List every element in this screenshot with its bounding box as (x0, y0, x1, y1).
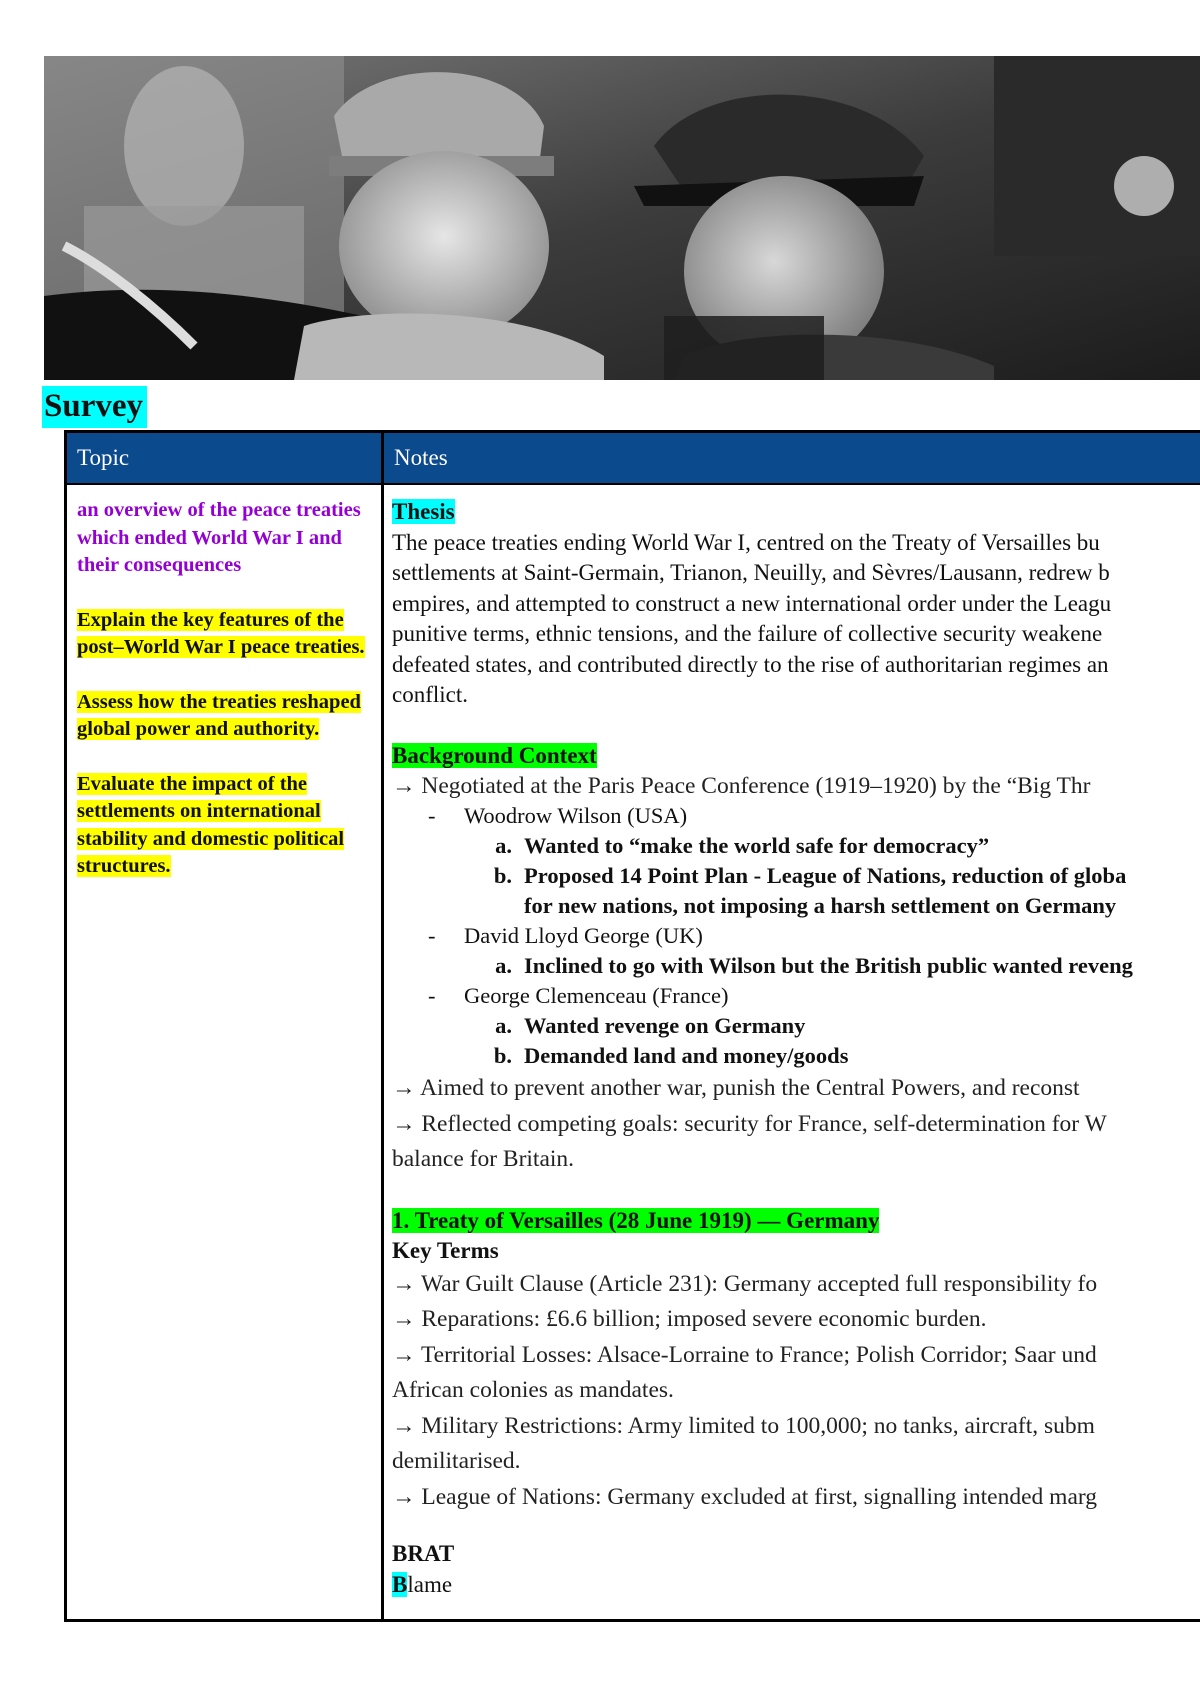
key-term: → Reparations: £6.6 billion; imposed severe economic burden. (392, 1306, 987, 1332)
survey-title: Survey (42, 386, 147, 428)
wilson-point-b-cont: for new nations, not imposing a harsh settlement on Germany (524, 893, 1117, 918)
key-term: demilitarised. (392, 1448, 521, 1474)
brat-heading: BRAT (392, 1541, 455, 1566)
lloyd-point-a: Inclined to go with Wilson but the British public wanted reveng (524, 953, 1133, 978)
leader-wilson: Woodrow Wilson (USA) (464, 803, 688, 828)
topic-cell (77, 497, 375, 908)
key-term: → War Guilt Clause (Article 231): Germany accepted full responsibility fo (392, 1270, 1098, 1297)
clem-point-b: Demanded land and money/goods (524, 1043, 849, 1068)
thesis-line: punitive terms, ethnic tensions, and the failure of collective security weakene (392, 621, 1103, 646)
key-term: → Territorial Losses: Alsace-Lorraine to France; Polish Corridor; Saar und (392, 1341, 1097, 1368)
column-divider (381, 433, 384, 1619)
learning-objective-2: Assess how the treaties reshaped global power and authority. (77, 690, 361, 740)
survey-table (64, 430, 1200, 1622)
notes-cell: Thesis The peace treaties ending World War I, centred on the Treaty of Versailles bu settlements at Saint-Germain, Trianon, Neuilly, and Sèvres/Lausann, redrew b empires, and attempted to construct a new international order under the Leagu punitive terms, ethnic tensions, and the failure of collective security weakene defeated states, and contributed directly to the rise of authoritarian regimes an conflict. Background Context → Negotiated at the Paris Peace Conference (1919–1920) by the “Big Thr - Woodrow Wilson (USA) a. Wanted to “make the world safe for democracy” b. Proposed 14 Point Plan - League of Nations, reduction of globa for new nations, not imposing a harsh settlement on Germany - David Lloyd George (UK) a. Inclined to go with Wilson but the British public wanted reveng - George Clemenceau (France) a. Wanted revenge on Germany b. Demanded land and money/goods → Aimed to prevent another war, punish the Central Powers, and reconst → Reflected competing goals: security for France, self-determination for W balance for Britain. 1. Treaty of Versailles (28 June 1919) — Germany Key Terms → War Guilt Clause (Article 231): Germany accepted full responsibility fo → Reparations: £6.6 billion; imposed severe economic burden. → Territorial Losses: Alsace-Lorraine to France; Polish Corridor; Saar und African colonies as mandates. → Military Restrictions: Army limited to 100,000; no tanks, aircraft, subm demilitarised. → League of Nations: Germany excluded at first, signalling intended marg BRAT Blame (392, 497, 1200, 1600)
header-photo (44, 56, 1200, 380)
topic-overview: an overview of the peace treaties which ended World War I and their consequences (77, 499, 361, 576)
thesis-line: empires, and attempted to construct a new international order under the Leagu (392, 590, 1112, 616)
key-term: African colonies as mandates. (392, 1377, 674, 1403)
leader-clemenceau: George Clemenceau (France) (464, 983, 729, 1008)
learning-objective-3: Evaluate the impact of the settlements on international stability and domestic political structures. (77, 772, 345, 877)
thesis-line: defeated states, and contributed directly to the rise of authoritarian regimes an (392, 651, 1109, 677)
clem-point-a: Wanted revenge on Germany (524, 1013, 806, 1038)
versailles-heading: 1. Treaty of Versailles (28 June 1919) — Germany (392, 1207, 880, 1233)
leader-lloyd-george: David Lloyd George (UK) (464, 923, 703, 948)
background-heading: Background Context (392, 742, 597, 768)
background-point: → Aimed to prevent another war, punish the Central Powers, and reconst (392, 1075, 1080, 1101)
background-point: → Negotiated at the Paris Peace Conference (1919–1920) by the “Big Thr (392, 773, 1091, 799)
thesis-line: settlements at Saint-Germain, Trianon, Neuilly, and Sèvres/Lausann, redrew b (392, 560, 1110, 585)
learning-objective-1: Explain the key features of the post–World War I peace treaties. (77, 608, 365, 658)
thesis-line: The peace treaties ending World War I, centred on the Treaty of Versailles bu (392, 529, 1100, 555)
notes-column-header: Notes (384, 433, 1200, 483)
topic-column-header: Topic (67, 433, 381, 483)
wilson-point-a: Wanted to “make the world safe for democracy” (524, 833, 990, 858)
thesis-heading: Thesis (392, 499, 455, 524)
key-term: → Military Restrictions: Army limited to 100,000; no tanks, aircraft, subm (392, 1412, 1095, 1439)
header-rule (67, 483, 1200, 485)
background-point: balance for Britain. (392, 1146, 575, 1172)
blame-rest: lame (407, 1571, 453, 1597)
key-terms-heading: Key Terms (392, 1238, 499, 1263)
key-term: → League of Nations: Germany excluded at first, signalling intended marg (392, 1483, 1098, 1510)
wilson-point-b: Proposed 14 Point Plan - League of Nations, reduction of globa (524, 863, 1127, 888)
blame-letter: B (392, 1571, 408, 1597)
thesis-line: conflict. (392, 682, 468, 707)
background-point: → Reflected competing goals: security for France, self-determination for W (392, 1110, 1107, 1137)
